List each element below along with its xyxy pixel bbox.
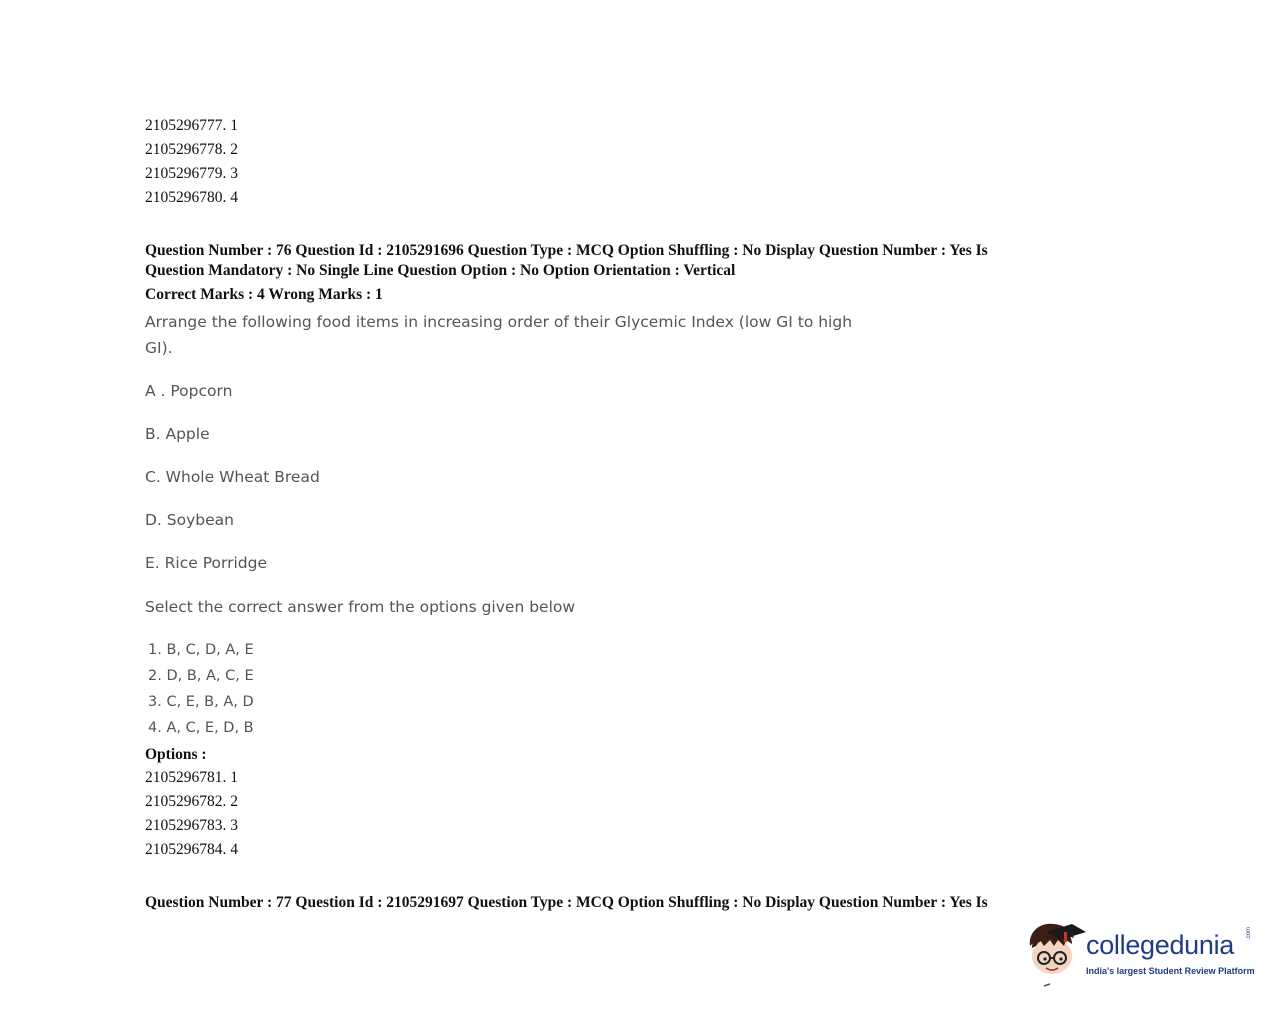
q76-meta-line2: Question Mandatory : No Single Line Question Option : No Option Orientation : Vertical — [145, 262, 736, 279]
q76-option-2: 2105296782. 2 — [145, 793, 238, 810]
q76-options-label: Options : — [145, 746, 207, 763]
prev-option-1: 2105296777. 1 — [145, 117, 238, 134]
q76-answer-1: 1. B, C, D, A, E — [148, 642, 254, 658]
q76-answer-2: 2. D, B, A, C, E — [148, 668, 254, 684]
q76-item-c: C. Whole Wheat Bread — [145, 468, 320, 486]
logo-tagline: India's largest Student Review Platform — [1086, 966, 1255, 976]
prev-option-2: 2105296778. 2 — [145, 141, 238, 158]
logo-suffix: .com — [1246, 926, 1252, 940]
q76-item-a: A . Popcorn — [145, 382, 233, 400]
q76-option-4: 2105296784. 4 — [145, 841, 238, 858]
logo-name: collegedunia — [1086, 930, 1235, 960]
q76-answer-3: 3. C, E, B, A, D — [148, 694, 254, 710]
q76-instruction: Select the correct answer from the options given below — [145, 598, 576, 616]
q76-option-3: 2105296783. 3 — [145, 817, 238, 834]
q76-meta-line1: Question Number : 76 Question Id : 2105291696 Question Type : MCQ Option Shuffling : No Display Question Number : Yes Is — [145, 242, 988, 259]
q76-marks: Correct Marks : 4 Wrong Marks : 1 — [145, 286, 383, 303]
q77-meta-line1: Question Number : 77 Question Id : 2105291697 Question Type : MCQ Option Shuffling : No Display Question Number : Yes Is — [145, 894, 988, 911]
collegedunia-logo — [1024, 918, 1264, 988]
q76-answer-4: 4. A, C, E, D, B — [148, 720, 254, 736]
prev-option-3: 2105296779. 3 — [145, 165, 238, 182]
q76-item-b: B. Apple — [145, 425, 210, 443]
prev-option-4: 2105296780. 4 — [145, 189, 238, 206]
q76-item-e: E. Rice Porridge — [145, 554, 267, 572]
q76-option-1: 2105296781. 1 — [145, 769, 238, 786]
mascot-icon — [1024, 918, 1086, 988]
q76-question-line2: GI). — [145, 339, 173, 357]
q76-question-line1: Arrange the following food items in increasing order of their Glycemic Index (low GI to high — [145, 313, 853, 331]
q76-item-d: D. Soybean — [145, 511, 234, 529]
